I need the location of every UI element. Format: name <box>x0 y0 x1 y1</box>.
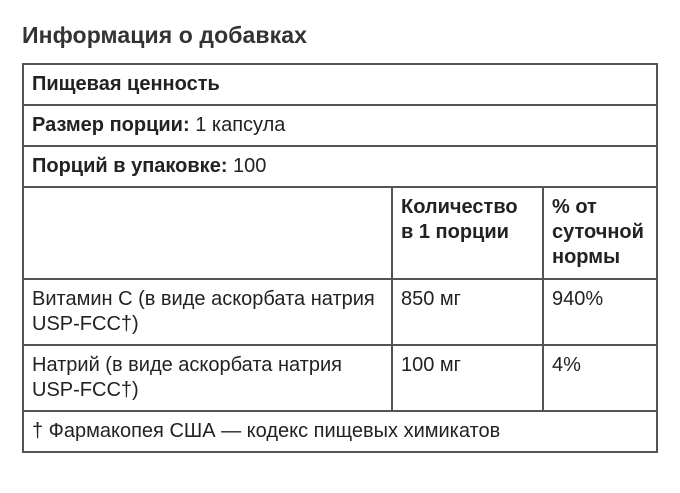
page-title: Информация о добавках <box>22 22 308 48</box>
nutrient-amount: 850 мг <box>392 279 543 345</box>
supplement-facts-table <box>22 63 658 453</box>
servings-per-container-row <box>23 146 657 187</box>
serving-size-value: 1 капсула <box>189 114 286 136</box>
footnote: † Фармакопея США — кодекс пищевых химикатов <box>23 411 657 452</box>
nutrient-name: Витамин С (в виде аскорбата натрия USP-FCC†) <box>23 279 392 345</box>
serving-size-cell <box>23 105 657 146</box>
serving-size-row <box>23 105 657 146</box>
nutrient-name: Натрий (в виде аскорбата натрия USP-FCC†) <box>23 345 392 411</box>
nutrient-daily-value: 4% <box>543 345 657 411</box>
nutrient-amount: 100 мг <box>392 345 543 411</box>
servings-per-container-label: Порций в упаковке: <box>32 155 228 177</box>
column-header-amount: Количество в 1 порции <box>392 187 543 279</box>
footnote-row <box>23 411 657 452</box>
column-header-row <box>23 187 657 279</box>
column-header-daily-value: % от суточной нормы <box>543 187 657 279</box>
serving-size-label: Размер порции: <box>32 114 190 136</box>
table-row <box>23 279 657 345</box>
servings-per-container-cell <box>23 146 657 187</box>
nutrient-daily-value: 940% <box>543 279 657 345</box>
servings-per-container-value: 100 <box>227 155 267 177</box>
facts-header: Пищевая ценность <box>23 64 657 105</box>
column-header-nutrient <box>23 187 392 279</box>
facts-header-row <box>23 64 657 105</box>
table-row <box>23 345 657 411</box>
